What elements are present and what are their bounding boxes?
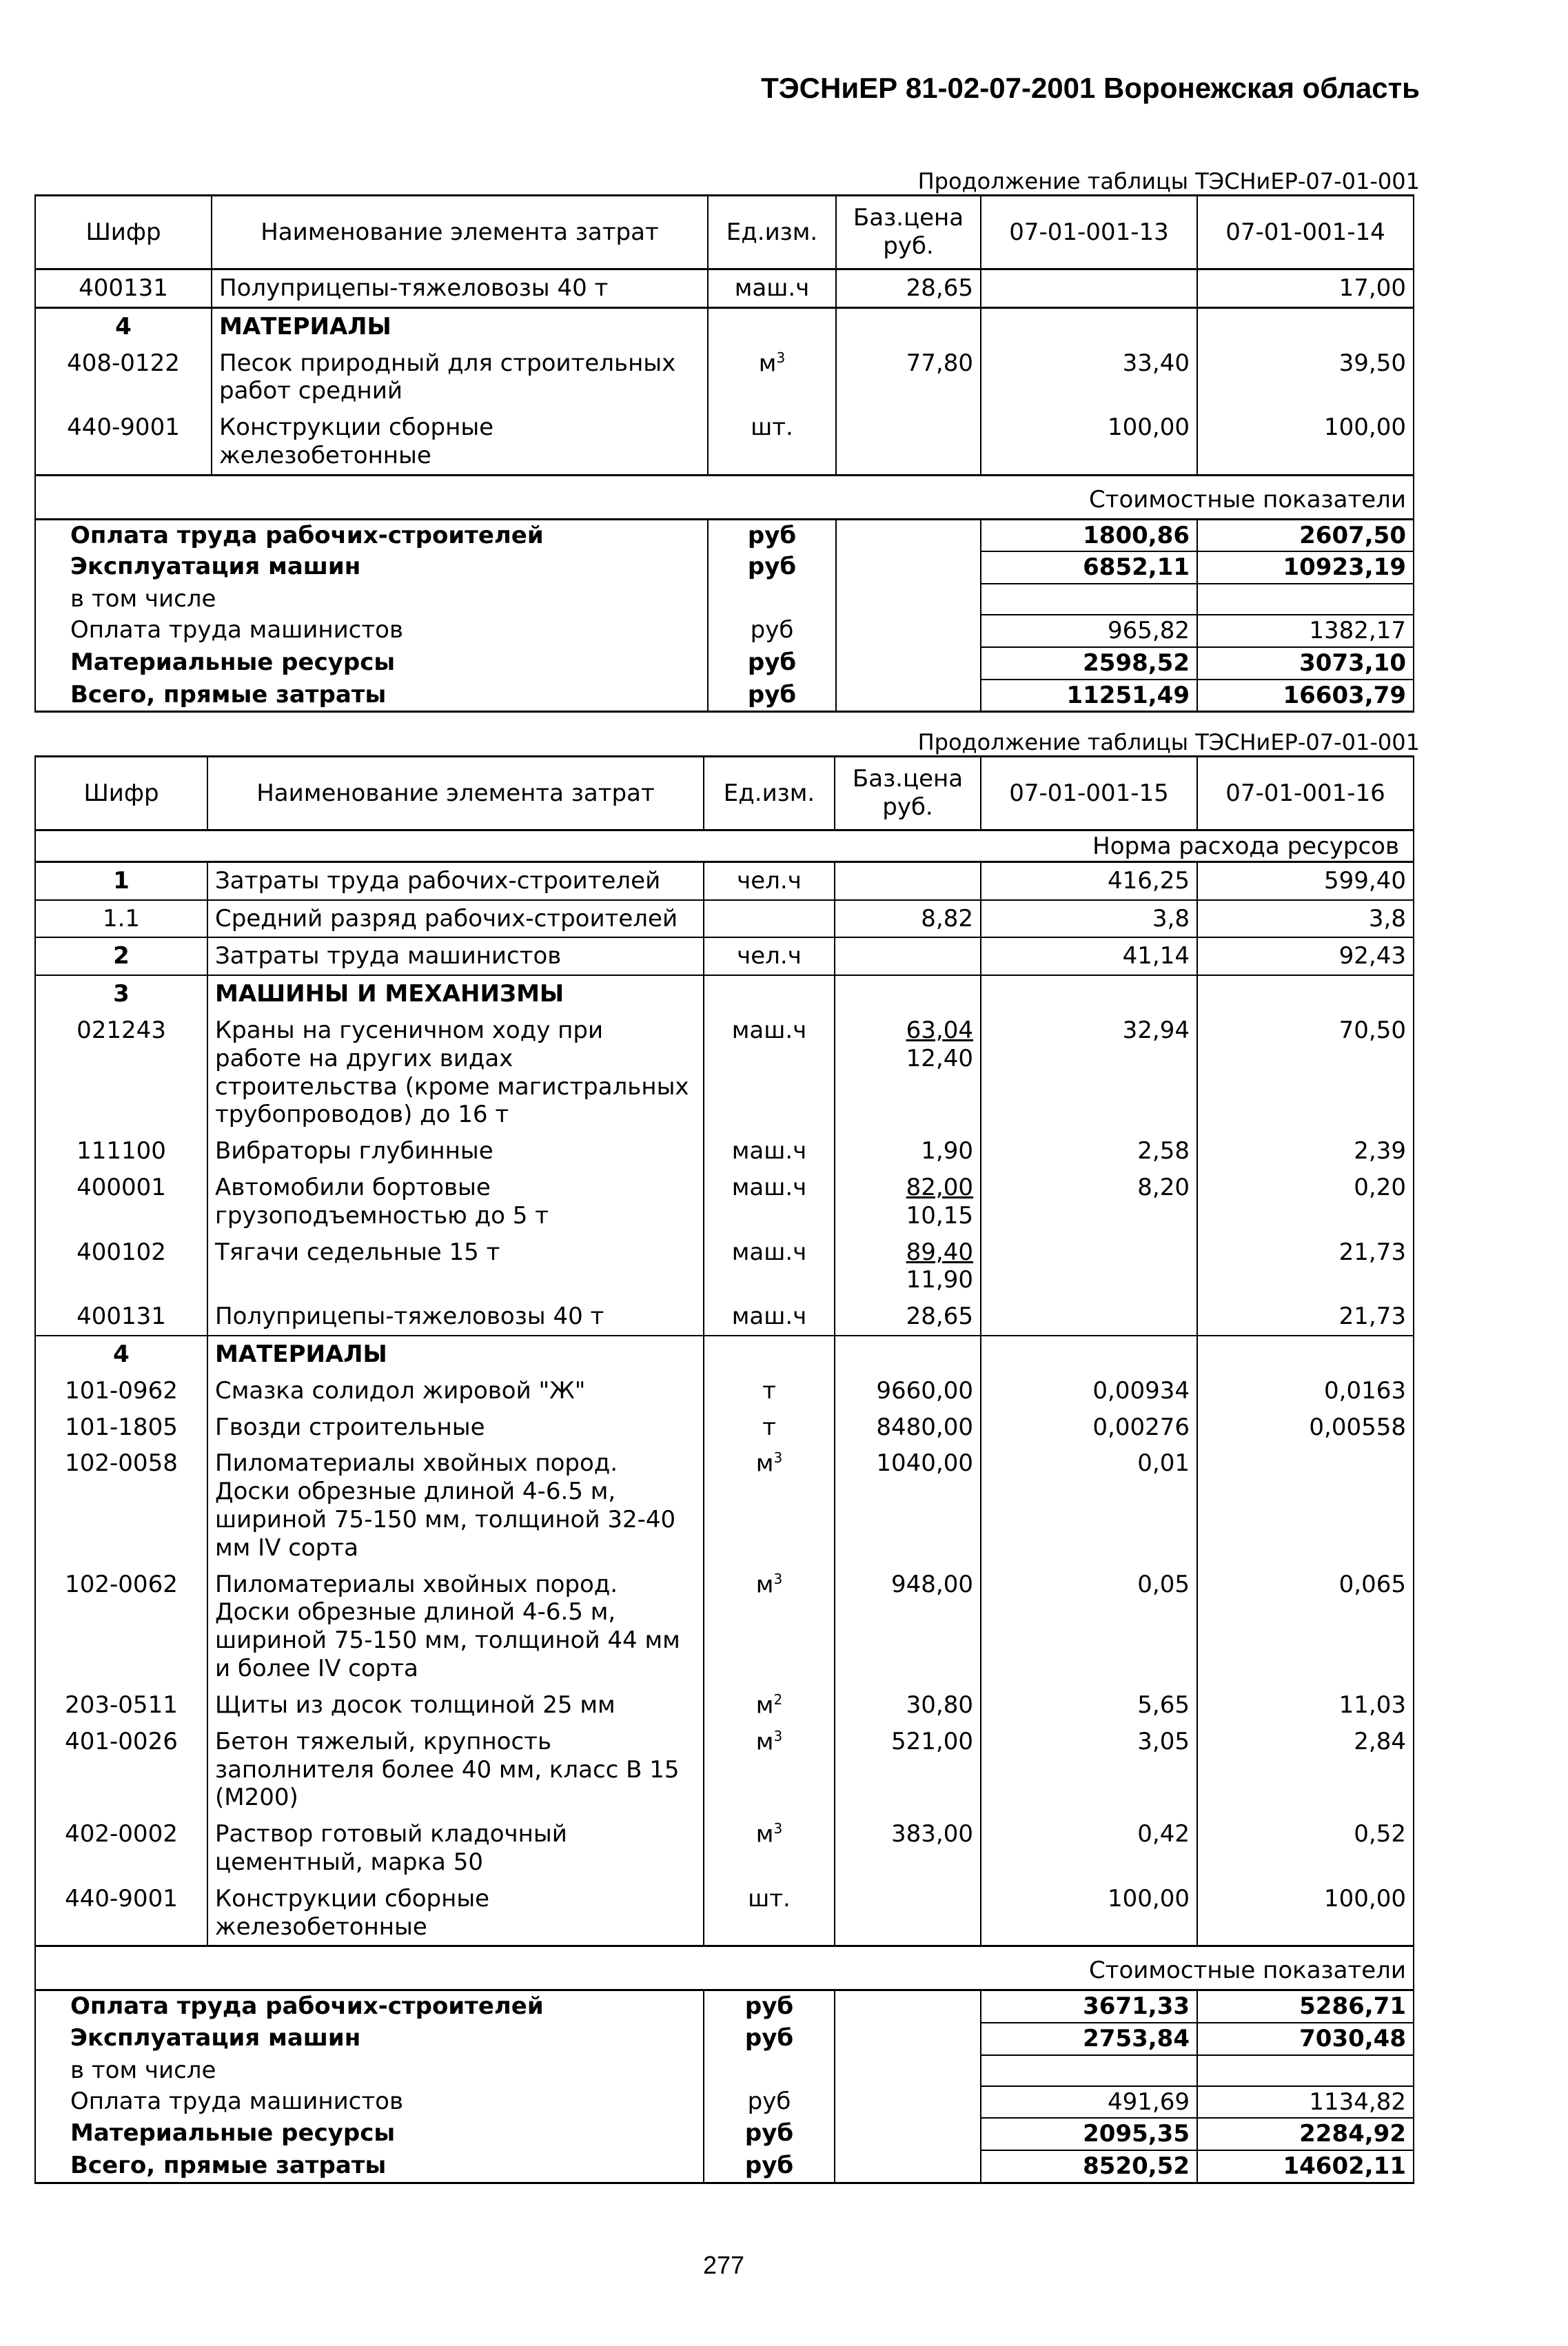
summary-empty	[835, 2023, 981, 2055]
summary-empty	[836, 647, 981, 680]
name-cell: Гвозди строительные	[207, 1409, 704, 1446]
price-cell: 1040,00	[835, 1445, 981, 1566]
summary-empty	[835, 2150, 981, 2183]
document-header: ТЭСНиЕР 81-02-07-2001 Воронежская область	[761, 72, 1420, 104]
unit-cell	[704, 1567, 835, 1687]
value-cell-2: 0,065	[1197, 1567, 1414, 1687]
code-cell: 021243	[35, 1012, 207, 1133]
summary-label: в том числе	[35, 2055, 704, 2086]
value-cell-1: 416,25	[981, 861, 1197, 899]
code-cell: 101-0962	[35, 1373, 207, 1409]
code-cell: 400102	[35, 1234, 207, 1299]
table-row	[35, 1567, 1414, 1687]
summary-row	[35, 2023, 1414, 2055]
summary-empty	[836, 519, 981, 551]
table1-caption: Продолжение таблицы ТЭСНиЕР-07-01-001	[917, 168, 1420, 194]
unit-cell	[704, 1816, 835, 1881]
table-row	[35, 1687, 1414, 1724]
section-row	[35, 1336, 1414, 1373]
summary-empty	[835, 2055, 981, 2086]
column-header: Наименование элемента затрат	[207, 757, 704, 830]
value-cell-1: 0,01	[981, 1445, 1197, 1566]
column-header: Шифр	[35, 196, 212, 269]
value-cell-1	[981, 269, 1197, 308]
summary-label: Оплата труда машинистов	[35, 2086, 704, 2119]
table-row	[35, 1816, 1414, 1881]
price-cell: 521,00	[835, 1724, 981, 1816]
value-cell-2	[1197, 1336, 1414, 1373]
summary-empty	[835, 2118, 981, 2150]
summary-label: в том числе	[35, 584, 708, 615]
table-header-row	[35, 196, 1414, 269]
code-cell: 203-0511	[35, 1687, 207, 1724]
table-row	[35, 937, 1414, 975]
norm-title: Норма расхода ресурсов	[35, 830, 1414, 862]
value-cell-2: 100,00	[1197, 1881, 1414, 1946]
value-cell-2	[1197, 307, 1414, 345]
page-number: 277	[702, 2251, 745, 2279]
table-row	[35, 1234, 1414, 1299]
summary-value-1: 11251,49	[981, 680, 1197, 712]
unit-cell: маш.ч	[704, 1234, 835, 1299]
table-row	[35, 1373, 1414, 1409]
price-cell	[835, 1170, 981, 1234]
value-cell-1: 100,00	[981, 1881, 1197, 1946]
section-row	[35, 975, 1414, 1012]
summary-value-2: 16603,79	[1197, 680, 1414, 712]
value-cell-1	[981, 975, 1197, 1012]
price-cell: 1,90	[835, 1133, 981, 1170]
unit-base: м	[758, 349, 777, 377]
table-row	[35, 1445, 1414, 1566]
price-cell: 948,00	[835, 1567, 981, 1687]
value-cell-2: 2,84	[1197, 1724, 1414, 1816]
unit-power: 3	[776, 349, 786, 366]
price-cell: 28,65	[836, 269, 981, 308]
name-cell: Бетон тяжелый, крупность заполнителя более 40 мм, класс В 15 (М200)	[207, 1724, 704, 1816]
unit-cell: чел.ч	[704, 861, 835, 899]
unit-cell: шт.	[704, 1881, 835, 1946]
code-cell: 2	[35, 937, 207, 975]
price-cell: 9660,00	[835, 1373, 981, 1409]
column-header: Ед.изм.	[708, 196, 836, 269]
price-cell	[835, 861, 981, 899]
summary-label: Оплата труда машинистов	[35, 615, 708, 647]
summary-unit: руб	[708, 647, 836, 680]
unit-cell	[704, 900, 835, 938]
unit-power: 3	[773, 1820, 783, 1837]
price-cell	[835, 1336, 981, 1373]
value-cell-2: 70,50	[1197, 1012, 1414, 1133]
value-cell-2: 39,50	[1197, 345, 1414, 410]
summary-unit: руб	[708, 519, 836, 551]
unit-cell: чел.ч	[704, 937, 835, 975]
unit-cell: маш.ч	[704, 1298, 835, 1336]
unit-cell	[704, 1445, 835, 1566]
unit-base: м	[755, 1820, 774, 1848]
code-cell: 400001	[35, 1170, 207, 1234]
unit-cell: маш.ч	[704, 1170, 835, 1234]
value-cell-1: 8,20	[981, 1170, 1197, 1234]
table-row	[35, 900, 1414, 938]
price-cell: 8480,00	[835, 1409, 981, 1446]
name-cell: Смазка солидол жировой "Ж"	[207, 1373, 704, 1409]
value-cell-2: 0,20	[1197, 1170, 1414, 1234]
unit-cell: т	[704, 1409, 835, 1446]
table-row	[35, 269, 1414, 308]
summary-value-1: 2095,35	[981, 2118, 1197, 2150]
value-cell-1: 2,58	[981, 1133, 1197, 1170]
code-cell: 400131	[35, 269, 212, 308]
summary-row	[35, 2118, 1414, 2150]
price-labor: 12,40	[906, 1044, 973, 1072]
value-cell-2: 21,73	[1197, 1234, 1414, 1299]
summary-unit: руб	[704, 2150, 835, 2183]
summary-empty	[835, 1990, 981, 2023]
value-cell-1: 0,00934	[981, 1373, 1197, 1409]
summary-row	[35, 2150, 1414, 2183]
name-cell: МАТЕРИАЛЫ	[212, 307, 708, 345]
summary-value-1	[981, 584, 1197, 615]
price-cell	[835, 1234, 981, 1299]
summary-value-2: 1134,82	[1197, 2086, 1414, 2119]
table-row	[35, 409, 1414, 475]
value-cell-1: 0,05	[981, 1567, 1197, 1687]
summary-label: Оплата труда рабочих-строителей	[35, 1990, 704, 2023]
column-header: Баз.цена руб.	[836, 196, 981, 269]
value-cell-2: 0,52	[1197, 1816, 1414, 1881]
summary-label: Оплата труда рабочих-строителей	[35, 519, 708, 551]
summary-value-1: 965,82	[981, 615, 1197, 647]
price-cell	[835, 975, 981, 1012]
summary-row	[35, 2055, 1414, 2086]
name-cell: Затраты труда рабочих-строителей	[207, 861, 704, 899]
summary-label: Материальные ресурсы	[35, 647, 708, 680]
summary-empty	[836, 615, 981, 647]
value-cell-2: 3,8	[1197, 900, 1414, 938]
norm-title-row	[35, 830, 1414, 862]
column-header: 07-01-001-13	[981, 196, 1197, 269]
summary-value-1	[981, 2055, 1197, 2086]
value-cell-2: 21,73	[1197, 1298, 1414, 1336]
column-header: Ед.изм.	[704, 757, 835, 830]
cost-title: Стоимостные показатели	[35, 1946, 1414, 1990]
summary-value-2	[1197, 584, 1414, 615]
summary-value-1: 2598,52	[981, 647, 1197, 680]
summary-value-1: 8520,52	[981, 2150, 1197, 2183]
value-cell-2: 599,40	[1197, 861, 1414, 899]
summary-value-2: 10923,19	[1197, 551, 1414, 584]
summary-label: Всего, прямые затраты	[35, 680, 708, 712]
summary-row	[35, 584, 1414, 615]
code-cell: 101-1805	[35, 1409, 207, 1446]
unit-cell: маш.ч	[704, 1012, 835, 1133]
value-cell-1: 3,8	[981, 900, 1197, 938]
summary-value-1: 1800,86	[981, 519, 1197, 551]
value-cell-2	[1197, 1445, 1414, 1566]
value-cell-1: 33,40	[981, 345, 1197, 410]
name-cell: Конструкции сборные железобетонные	[207, 1881, 704, 1946]
unit-cell	[704, 1336, 835, 1373]
price-cell: 28,65	[835, 1298, 981, 1336]
summary-value-2: 3073,10	[1197, 647, 1414, 680]
unit-base: м	[755, 1449, 774, 1478]
summary-value-2: 1382,17	[1197, 615, 1414, 647]
summary-value-1: 6852,11	[981, 551, 1197, 584]
value-cell-1	[981, 307, 1197, 345]
name-cell: Конструкции сборные железобетонные	[212, 409, 708, 475]
summary-unit: руб	[704, 2118, 835, 2150]
value-cell-1	[981, 1336, 1197, 1373]
price-cell: 30,80	[835, 1687, 981, 1724]
summary-row	[35, 551, 1414, 584]
column-header: 07-01-001-14	[1197, 196, 1414, 269]
summary-row	[35, 680, 1414, 712]
table-header-row	[35, 757, 1414, 830]
code-cell: 440-9001	[35, 1881, 207, 1946]
summary-label: Эксплуатация машин	[35, 2023, 704, 2055]
code-cell: 4	[35, 307, 212, 345]
unit-power: 3	[773, 1570, 783, 1587]
summary-unit: руб	[704, 2086, 835, 2119]
column-header: Шифр	[35, 757, 207, 830]
price-cell	[835, 1012, 981, 1133]
unit-power: 3	[773, 1449, 783, 1467]
summary-row	[35, 1990, 1414, 2023]
summary-row	[35, 519, 1414, 551]
unit-base: м	[755, 1728, 774, 1756]
cost-title-row	[35, 1946, 1414, 1990]
name-cell: МАТЕРИАЛЫ	[207, 1336, 704, 1373]
column-header: Баз.цена руб.	[835, 757, 981, 830]
price-total: 89,40	[906, 1238, 973, 1266]
summary-unit	[708, 584, 836, 615]
unit-cell	[708, 307, 836, 345]
summary-unit: руб	[708, 615, 836, 647]
code-cell: 1	[35, 861, 207, 899]
unit-power: 3	[773, 1727, 783, 1744]
name-cell: Вибраторы глубинные	[207, 1133, 704, 1170]
price-cell: 383,00	[835, 1816, 981, 1881]
code-cell: 408-0122	[35, 345, 212, 410]
price-total: 63,04	[906, 1016, 973, 1044]
name-cell: Пиломатериалы хвойных пород. Доски обрезные длиной 4-6.5 м, шириной 75-150 мм, толщиной 32-40 мм IV сорта	[207, 1445, 704, 1566]
value-cell-1	[981, 1298, 1197, 1336]
cost-title: Стоимостные показатели	[35, 475, 1414, 519]
summary-unit: руб	[708, 680, 836, 712]
price-cell	[836, 409, 981, 475]
table-row	[35, 345, 1414, 410]
code-cell: 1.1	[35, 900, 207, 938]
summary-unit: руб	[704, 1990, 835, 2023]
table-row	[35, 1724, 1414, 1816]
unit-cell: шт.	[708, 409, 836, 475]
summary-value-1: 491,69	[981, 2086, 1197, 2119]
name-cell: МАШИНЫ И МЕХАНИЗМЫ	[207, 975, 704, 1012]
summary-value-2: 2607,50	[1197, 519, 1414, 551]
value-cell-1: 32,94	[981, 1012, 1197, 1133]
summary-unit	[704, 2055, 835, 2086]
name-cell: Краны на гусеничном ходу при работе на других видах строительства (кроме магистральных трубопроводов) до 16 т	[207, 1012, 704, 1133]
summary-value-2: 14602,11	[1197, 2150, 1414, 2183]
value-cell-1	[981, 1234, 1197, 1299]
code-cell: 3	[35, 975, 207, 1012]
value-cell-1: 41,14	[981, 937, 1197, 975]
table-row	[35, 1133, 1414, 1170]
name-cell: Песок природный для строительных работ средний	[212, 345, 708, 410]
name-cell: Пиломатериалы хвойных пород. Доски обрезные длиной 4-6.5 м, шириной 75-150 мм, толщиной 44 мм и более IV сорта	[207, 1567, 704, 1687]
summary-value-1: 2753,84	[981, 2023, 1197, 2055]
unit-cell: маш.ч	[704, 1133, 835, 1170]
table-row	[35, 1298, 1414, 1336]
unit-cell: маш.ч	[708, 269, 836, 308]
column-header: Наименование элемента затрат	[212, 196, 708, 269]
name-cell: Тягачи седельные 15 т	[207, 1234, 704, 1299]
column-header: 07-01-001-15	[981, 757, 1197, 830]
summary-value-2: 2284,92	[1197, 2118, 1414, 2150]
code-cell: 102-0058	[35, 1445, 207, 1566]
summary-empty	[835, 2086, 981, 2119]
price-cell: 77,80	[836, 345, 981, 410]
summary-label: Всего, прямые затраты	[35, 2150, 704, 2183]
price-total: 82,00	[906, 1173, 973, 1201]
code-cell: 440-9001	[35, 409, 212, 475]
unit-base: м	[755, 1691, 774, 1720]
table-row	[35, 861, 1414, 899]
name-cell: Раствор готовый кладочный цементный, марка 50	[207, 1816, 704, 1881]
code-cell: 402-0002	[35, 1816, 207, 1881]
code-cell: 111100	[35, 1133, 207, 1170]
section-row	[35, 307, 1414, 345]
summary-row	[35, 615, 1414, 647]
table-row	[35, 1012, 1414, 1133]
summary-row	[35, 647, 1414, 680]
value-cell-2: 92,43	[1197, 937, 1414, 975]
value-cell-1: 100,00	[981, 409, 1197, 475]
value-cell-1: 3,05	[981, 1724, 1197, 1816]
summary-label: Эксплуатация машин	[35, 551, 708, 584]
value-cell-2: 11,03	[1197, 1687, 1414, 1724]
name-cell: Затраты труда машинистов	[207, 937, 704, 975]
value-cell-2: 0,0163	[1197, 1373, 1414, 1409]
summary-unit: руб	[708, 551, 836, 584]
summary-value-2	[1197, 2055, 1414, 2086]
price-labor: 11,90	[906, 1266, 973, 1294]
cost-title-row	[35, 475, 1414, 519]
summary-value-1: 3671,33	[981, 1990, 1197, 2023]
value-cell-1: 0,42	[981, 1816, 1197, 1881]
value-cell-1: 0,00276	[981, 1409, 1197, 1446]
code-cell: 400131	[35, 1298, 207, 1336]
price-labor: 10,15	[906, 1201, 973, 1230]
unit-cell	[704, 975, 835, 1012]
table-row	[35, 1409, 1414, 1446]
code-cell: 4	[35, 1336, 207, 1373]
value-cell-2: 100,00	[1197, 409, 1414, 475]
summary-label: Материальные ресурсы	[35, 2118, 704, 2150]
resource-table-1	[34, 194, 1414, 713]
name-cell: Полуприцепы-тяжеловозы 40 т	[212, 269, 708, 308]
price-cell	[835, 937, 981, 975]
summary-empty	[836, 551, 981, 584]
price-cell: 8,82	[835, 900, 981, 938]
resource-table-2	[34, 755, 1414, 2184]
summary-unit: руб	[704, 2023, 835, 2055]
value-cell-2: 0,00558	[1197, 1409, 1414, 1446]
code-cell: 102-0062	[35, 1567, 207, 1687]
name-cell: Щиты из досок толщиной 25 мм	[207, 1687, 704, 1724]
table-row	[35, 1881, 1414, 1946]
unit-cell: т	[704, 1373, 835, 1409]
unit-cell	[704, 1687, 835, 1724]
table2-caption: Продолжение таблицы ТЭСНиЕР-07-01-001	[917, 729, 1420, 755]
value-cell-1: 5,65	[981, 1687, 1197, 1724]
price-cell	[836, 307, 981, 345]
summary-row	[35, 2086, 1414, 2119]
value-cell-2: 2,39	[1197, 1133, 1414, 1170]
unit-power: 2	[773, 1691, 783, 1708]
name-cell: Автомобили бортовые грузоподъемностью до 5 т	[207, 1170, 704, 1234]
summary-empty	[836, 584, 981, 615]
unit-cell	[704, 1724, 835, 1816]
summary-value-2: 5286,71	[1197, 1990, 1414, 2023]
code-cell: 401-0026	[35, 1724, 207, 1816]
value-cell-2: 17,00	[1197, 269, 1414, 308]
column-header: 07-01-001-16	[1197, 757, 1414, 830]
price-cell	[835, 1881, 981, 1946]
unit-cell	[708, 345, 836, 410]
table-row	[35, 1170, 1414, 1234]
name-cell: Полуприцепы-тяжеловозы 40 т	[207, 1298, 704, 1336]
unit-base: м	[755, 1570, 774, 1598]
value-cell-2	[1197, 975, 1414, 1012]
name-cell: Средний разряд рабочих-строителей	[207, 900, 704, 938]
summary-value-2: 7030,48	[1197, 2023, 1414, 2055]
summary-empty	[836, 680, 981, 712]
